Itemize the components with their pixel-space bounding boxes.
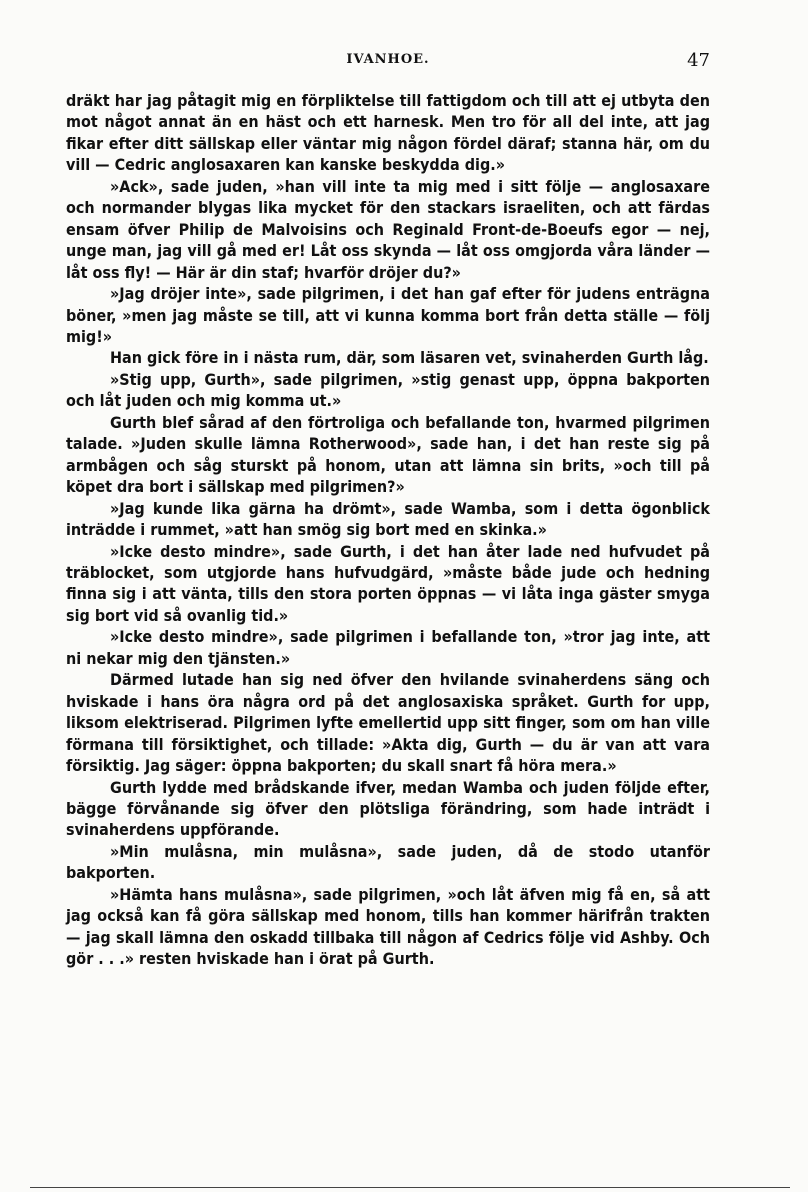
paragraph-11: Gurth lydde med brådskande ifver, medan Wamba och juden följde efter, bägge förvånande sig öfver den plötsliga förändring, som hade inträdt i svinaherdens uppförande. [66,777,710,840]
paragraph-1: dräkt har jag påtagit mig en förpliktelse till fattigdom och till att ej utbyta den mot något annat än en häst och ett harnesk. Men tro för all del inte, att jag fikar efter ditt sällskap eller väntar mig någon fördel däraf; stanna här, om du vill — Cedric anglosaxaren kan kanske beskydda dig.» [66,91,710,175]
paragraph-9: »Icke desto mindre», sade pilgrimen i befallande ton, »tror jag inte, att ni nekar mig den tjänsten.» [66,627,710,668]
running-header [66,50,710,74]
paragraph-6: Gurth blef sårad af den förtroliga och befallande ton, hvarmed pilgrimen talade. »Juden skulle lämna Rotherwood», sade han, i det han reste sig på armbågen och såg sturskt på honom, utan att lämna sin brits, »och till på köpet dra bort i sällskap med pilgrimen?» [66,412,710,497]
paragraph-3: »Jag dröjer inte», sade pilgrimen, i det han gaf efter för judens enträgna böner, »men jag måste se till, att vi kunna komma bort från detta ställe — följ mig!» [66,284,710,346]
paragraph-4: Han gick före in i nästa rum, där, som läsaren vet, svinaherden Gurth låg. [110,348,709,368]
paragraph-10: Därmed lutade han sig ned öfver den hvilande svinaherdens säng och hviskade i hans öra några ord på det anglosaxiska språket. Gurth for upp, liksom elektriserad. Pilgrimen lyfte emellertid upp sitt finger, som om han ville förmana till försiktighet, och tillade: »Akta dig, Gurth — du är van att vara försiktig. Jag säger: öppna bakporten; du skall snart få höra mera.» [66,670,710,776]
paragraph-5: »Stig upp, Gurth», sade pilgrimen, »stig genast upp, öppna bakporten och låt juden och mig komma ut.» [66,369,710,411]
paragraph-2: »Ack», sade juden, »han vill inte ta mig med i sitt följe — anglosaxare och normander blygas lika mycket för den stackars israeliten, och att färdas ensam öfver Philip de Malvoisins och Reginald Front-de-Boeufs egor — nej, unge man, jag vill gå med er! Låt oss skynda — låt oss omgjorda våra länder — låt oss fly! — Här är din staf; hvarför dröjer du?» [66,176,710,282]
paragraph-13: »Hämta hans mulåsna», sade pilgrimen, »och låt äfven mig få en, så att jag också kan få göra sällskap med honom, tills han kommer härifrån trakten — jag skall lämna den oskadd tillbaka till någon af Cedrics följe vid Ashby. Och gör . . .» resten hviskade han i örat på Gurth. [66,884,710,969]
page-number: 47 [687,50,710,71]
running-title: IVANHOE. [346,52,430,67]
paragraph-8: »Icke desto mindre», sade Gurth, i det han åter lade ned hufvudet på träblocket, som utgjorde hans hufvudgärd, »måste både jude och hedning finna sig i att vänta, tills den stora porten öppnas — vi låta inga gäster smyga sig bort vid så ovanlig tid.» [66,541,710,625]
paragraph-7: »Jag kunde lika gärna ha drömt», sade Wamba, som i detta ögonblick inträdde i rummet, »att han smög sig bort med en skinka.» [66,498,710,540]
paragraph-12: »Min mulåsna, min mulåsna», sade juden, då de stodo utanför bakporten. [66,841,710,883]
bottom-scan-edge [30,1187,790,1188]
page-body [66,90,710,970]
